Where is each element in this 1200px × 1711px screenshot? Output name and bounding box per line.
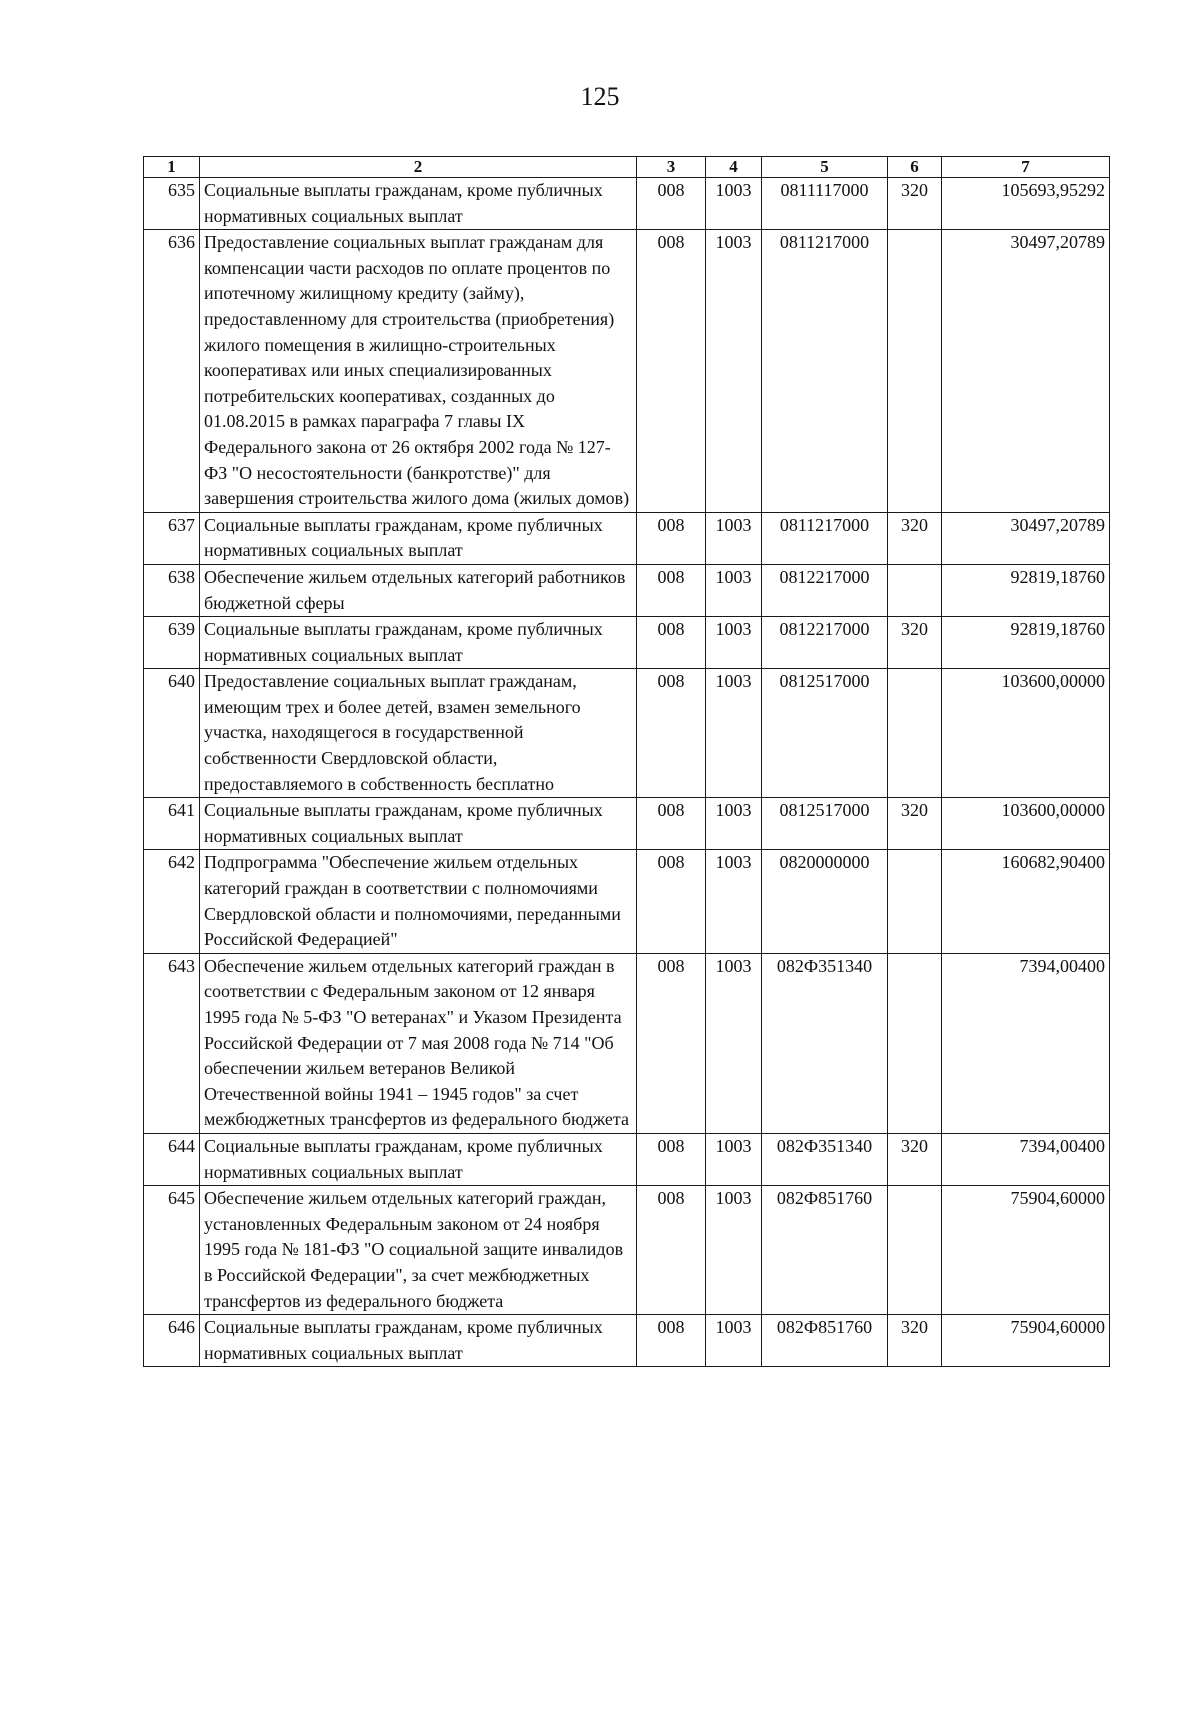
- row-name: Социальные выплаты гражданам, кроме публичных нормативных социальных выплат: [200, 617, 637, 669]
- ministry-code: 008: [637, 669, 706, 798]
- row-name: Предоставление социальных выплат гражданам, имеющим трех и более детей, взамен земельного участка, находящегося в государственной собственности Свердловской области, предоставляемого в собственность бесплатно: [200, 669, 637, 798]
- row-name: Социальные выплаты гражданам, кроме публичных нормативных социальных выплат: [200, 1133, 637, 1185]
- row-name: Подпрограмма "Обеспечение жильем отдельных категорий граждан в соответствии с полномочиями Свердловской области и полномочиями, переданными Российской Федерацией": [200, 850, 637, 953]
- ministry-code: 008: [637, 1186, 706, 1315]
- section-code: 1003: [706, 1315, 762, 1367]
- ministry-code: 008: [637, 953, 706, 1133]
- row-number: 643: [144, 953, 200, 1133]
- section-code: 1003: [706, 953, 762, 1133]
- expense-type-code: 320: [888, 798, 942, 850]
- ministry-code: 008: [637, 178, 706, 230]
- row-sum: 160682,90400: [942, 850, 1110, 953]
- header-col-6: 6: [888, 157, 942, 178]
- row-number: 638: [144, 564, 200, 616]
- table-row: [144, 230, 1110, 513]
- row-name: Обеспечение жильем отдельных категорий граждан в соответствии с Федеральным законом от 12 января 1995 года № 5-ФЗ "О ветеранах" и Указом Президента Российской Федерации от 7 мая 2008 года № 714 "Об обеспечении жильем ветеранов Великой Отечественной войны 1941 – 1945 годов" за счет межбюджетных трансфертов из федерального бюджета: [200, 953, 637, 1133]
- section-code: 1003: [706, 1133, 762, 1185]
- row-number: 640: [144, 669, 200, 798]
- target-code: 0812217000: [762, 617, 888, 669]
- row-name: Обеспечение жильем отдельных категорий работников бюджетной сферы: [200, 564, 637, 616]
- expense-type-code: [888, 953, 942, 1133]
- table-row: [144, 617, 1110, 669]
- row-number: 642: [144, 850, 200, 953]
- row-name: Социальные выплаты гражданам, кроме публичных нормативных социальных выплат: [200, 178, 637, 230]
- row-name: Социальные выплаты гражданам, кроме публичных нормативных социальных выплат: [200, 798, 637, 850]
- row-number: 644: [144, 1133, 200, 1185]
- header-col-3: 3: [637, 157, 706, 178]
- ministry-code: 008: [637, 1315, 706, 1367]
- budget-table: [143, 156, 1110, 1367]
- target-code: 0820000000: [762, 850, 888, 953]
- expense-type-code: 320: [888, 178, 942, 230]
- row-sum: 7394,00400: [942, 1133, 1110, 1185]
- ministry-code: 008: [637, 1133, 706, 1185]
- row-number: 637: [144, 512, 200, 564]
- expense-type-code: 320: [888, 1315, 942, 1367]
- row-sum: 30497,20789: [942, 230, 1110, 513]
- ministry-code: 008: [637, 230, 706, 513]
- expense-type-code: [888, 850, 942, 953]
- table-row: [144, 1186, 1110, 1315]
- table-row: [144, 669, 1110, 798]
- section-code: 1003: [706, 178, 762, 230]
- page-number: 125: [580, 82, 620, 111]
- expense-type-code: [888, 230, 942, 513]
- row-number: 636: [144, 230, 200, 513]
- section-code: 1003: [706, 564, 762, 616]
- row-name: Обеспечение жильем отдельных категорий граждан, установленных Федеральным законом от 24 ноября 1995 года № 181-ФЗ "О социальной защите инвалидов в Российской Федерации", за счет межбюджетных трансфертов из федерального бюджета: [200, 1186, 637, 1315]
- section-code: 1003: [706, 850, 762, 953]
- table-row: [144, 178, 1110, 230]
- expense-type-code: [888, 564, 942, 616]
- row-sum: 103600,00000: [942, 798, 1110, 850]
- row-number: 635: [144, 178, 200, 230]
- row-number: 646: [144, 1315, 200, 1367]
- target-code: 0811117000: [762, 178, 888, 230]
- expense-type-code: [888, 1186, 942, 1315]
- table-row: [144, 1133, 1110, 1185]
- row-sum: 103600,00000: [942, 669, 1110, 798]
- section-code: 1003: [706, 230, 762, 513]
- expense-type-code: 320: [888, 617, 942, 669]
- header-col-1: 1: [144, 157, 200, 178]
- row-name: Предоставление социальных выплат гражданам для компенсации части расходов по оплате процентов по ипотечному жилищному кредиту (займу), предоставленному для строительства (приобретения) жилого помещения в жилищно-строительных кооперативах или иных специализированных потребительских кооперативах, созданных до 01.08.2015 в рамках параграфа 7 главы IX Федерального закона от 26 октября 2002 года № 127-ФЗ "О несостоятельности (банкротстве)" для завершения строительства жилого дома (жилых домов): [200, 230, 637, 513]
- row-number: 641: [144, 798, 200, 850]
- section-code: 1003: [706, 669, 762, 798]
- ministry-code: 008: [637, 850, 706, 953]
- row-sum: 75904,60000: [942, 1186, 1110, 1315]
- section-code: 1003: [706, 798, 762, 850]
- row-sum: 75904,60000: [942, 1315, 1110, 1367]
- table-row: [144, 1315, 1110, 1367]
- row-sum: 30497,20789: [942, 512, 1110, 564]
- target-code: 0812517000: [762, 669, 888, 798]
- header-col-5: 5: [762, 157, 888, 178]
- header-col-4: 4: [706, 157, 762, 178]
- ministry-code: 008: [637, 798, 706, 850]
- table-row: [144, 953, 1110, 1133]
- section-code: 1003: [706, 617, 762, 669]
- table-row: [144, 512, 1110, 564]
- expense-type-code: 320: [888, 512, 942, 564]
- row-sum: 7394,00400: [942, 953, 1110, 1133]
- row-name: Социальные выплаты гражданам, кроме публичных нормативных социальных выплат: [200, 512, 637, 564]
- row-sum: 92819,18760: [942, 617, 1110, 669]
- target-code: 0811217000: [762, 512, 888, 564]
- target-code: 0811217000: [762, 230, 888, 513]
- ministry-code: 008: [637, 564, 706, 616]
- expense-type-code: [888, 669, 942, 798]
- row-sum: 92819,18760: [942, 564, 1110, 616]
- target-code: 082Ф351340: [762, 953, 888, 1133]
- ministry-code: 008: [637, 512, 706, 564]
- expense-type-code: 320: [888, 1133, 942, 1185]
- table-row: [144, 798, 1110, 850]
- target-code: 082Ф351340: [762, 1133, 888, 1185]
- section-code: 1003: [706, 512, 762, 564]
- section-code: 1003: [706, 1186, 762, 1315]
- table-row: [144, 564, 1110, 616]
- row-number: 645: [144, 1186, 200, 1315]
- row-number: 639: [144, 617, 200, 669]
- header-row: [144, 157, 1110, 178]
- header-col-7: 7: [942, 157, 1110, 178]
- header-col-2: 2: [200, 157, 637, 178]
- target-code: 0812517000: [762, 798, 888, 850]
- row-name: Социальные выплаты гражданам, кроме публичных нормативных социальных выплат: [200, 1315, 637, 1367]
- row-sum: 105693,95292: [942, 178, 1110, 230]
- ministry-code: 008: [637, 617, 706, 669]
- target-code: 0812217000: [762, 564, 888, 616]
- target-code: 082Ф851760: [762, 1186, 888, 1315]
- table-row: [144, 850, 1110, 953]
- target-code: 082Ф851760: [762, 1315, 888, 1367]
